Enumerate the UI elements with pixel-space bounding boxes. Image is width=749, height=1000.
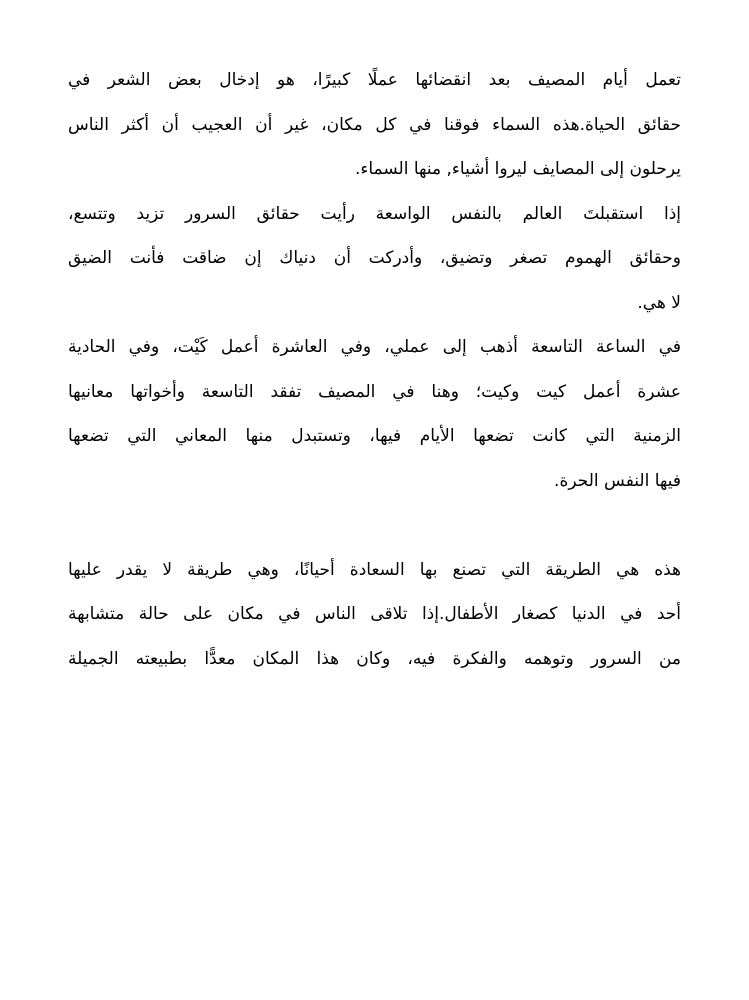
text-line: حقائق الحياة.هذه السماء فوقنا في كل مكان، غير أن العجيب أن أكثر الناس [68,114,681,135]
text-line: عشرة أعمل كيت وكيت؛ وهنا في المصيف تفقد التاسعة وأخواتها معانيها [68,381,681,402]
text-line: الزمنية التي كانت تضعها الأيام فيها، وتستبدل منها المعاني التي تضعها [68,426,681,446]
text-line: هذه هي الطريقة التي تصنع بها السعادة أحيانًا، وهي طريقة لا يقدر عليها [68,559,681,580]
text-line: فيها النفس الحرة. [554,470,681,491]
text-line: تعمل أيام المصيف بعد انقضائها عملًا كبيرًا، هو إدخال بعض الشعر في [68,70,681,90]
text-line: في الساعة التاسعة أذهب إلى عملي، وفي العاشرة أعمل كَيْت، وفي الحادية [68,337,681,357]
paragraph-gap [68,503,681,548]
text-line: إذا استقبلتَ العالم بالنفس الواسعة رأيت حقائق السرور تزيد وتتسع، [68,203,681,224]
text-line: أحد في الدنيا كصغار الأطفال.إذا تلاقى الناس في مكان على حالة متشابهة [68,604,681,624]
text-line: وحقائق الهموم تصغر وتضيق، وأدركت أن دنياك إن ضاقت فأنت الضيق [68,248,681,268]
text-line: من السرور وتوهمه والفكرة فيه، وكان هذا المكان معدًّا بطبيعته الجميلة [68,648,681,669]
document-page [68,58,681,681]
text-line: يرحلون إلى المصايف ليروا أشياء, منها السماء. [354,159,681,179]
text-line: لا هي. [637,292,681,313]
